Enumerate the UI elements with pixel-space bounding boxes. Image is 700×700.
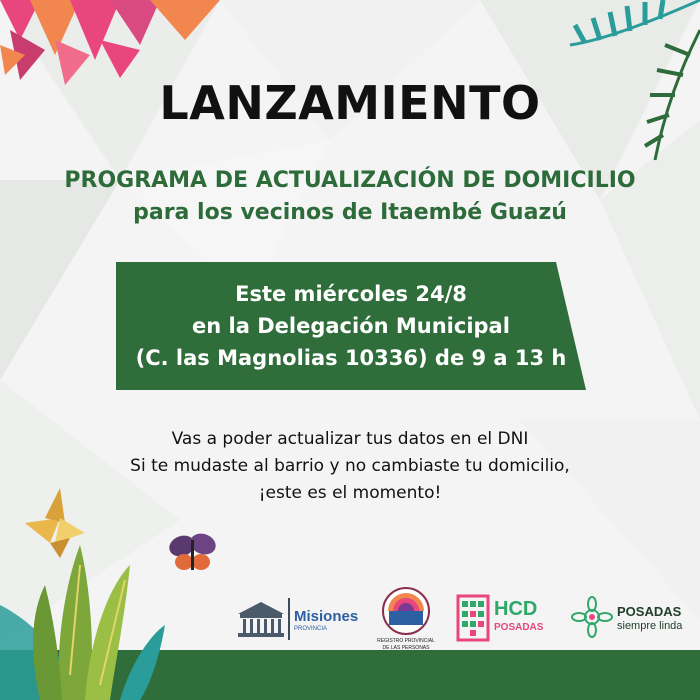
page-title: LANZAMIENTO	[159, 76, 541, 130]
people-circle-icon	[381, 586, 431, 636]
registro-logo	[376, 586, 436, 656]
hcd-building-icon	[456, 594, 490, 642]
banner-address-time: (C. las Magnolias 10336) de 9 a 13 h	[135, 346, 567, 370]
government-building-icon	[236, 600, 286, 640]
hcd-name: HCD	[494, 598, 538, 620]
hcd-sub: POSADAS	[494, 622, 544, 633]
posadas-sub: siempre linda	[617, 620, 683, 632]
body-text	[0, 426, 700, 507]
posadas-logo	[571, 596, 691, 646]
misiones-logo	[236, 598, 366, 642]
body-line-3: ¡este es el momento!	[258, 483, 442, 503]
body-line-1: Vas a poder actualizar tus datos en el DNI	[171, 429, 529, 449]
subtitle-line-2: para los vecinos de Itaembé Guazú	[133, 200, 567, 225]
tropical-plant-decoration	[0, 525, 175, 700]
misiones-sub: PROVINCIA	[294, 626, 328, 632]
registro-line-1: REGISTRO PROVINCIAL	[377, 638, 435, 644]
subtitle-line-1: PROGRAMA DE ACTUALIZACIÓN DE DOMICILIO	[64, 168, 636, 193]
registro-line-2: DE LAS PERSONAS	[382, 645, 430, 651]
body-line-2: Si te mudaste al barrio y no cambiaste tu domicilio,	[130, 456, 570, 476]
event-banner	[116, 262, 586, 390]
flower-icon	[571, 596, 613, 638]
banner-date: Este miércoles 24/8	[235, 282, 467, 306]
partner-logos	[236, 586, 686, 656]
posadas-name: POSADAS	[617, 604, 682, 619]
butterfly-decoration	[168, 532, 218, 576]
banner-location: en la Delegación Municipal	[192, 314, 510, 338]
misiones-name: Misiones	[294, 608, 359, 625]
hcd-logo	[456, 594, 556, 644]
